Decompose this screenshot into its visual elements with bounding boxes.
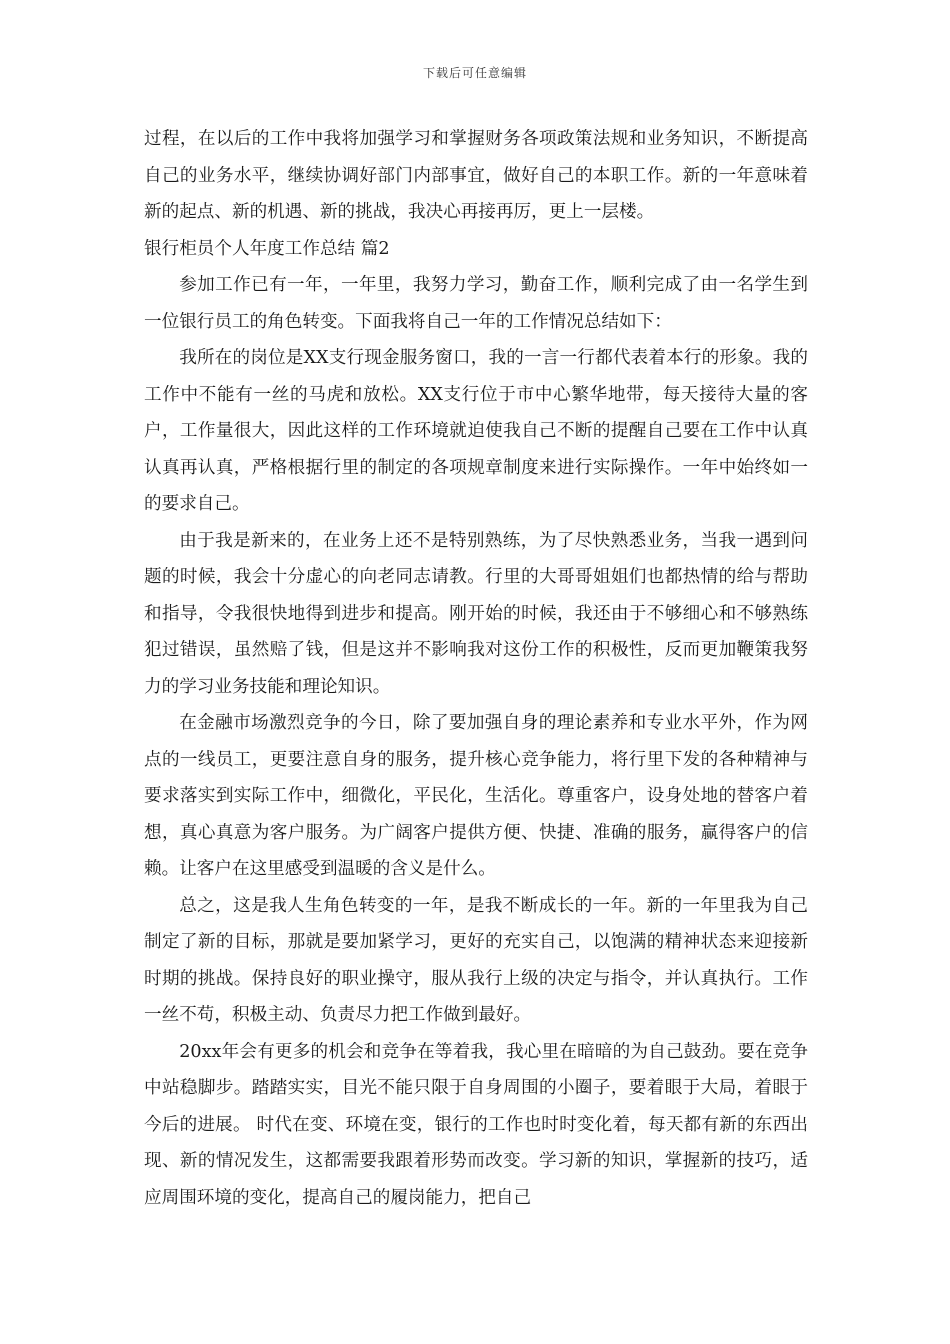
- paragraph-position: 我所在的岗位是XX支行现金服务窗口，我的一言一行都代表着本行的形象。我的工作中不能有一丝的马虎和放松。XX支行位于市中心繁华地带，每天接待大量的客户，工作量很大，因此这样的工作环境就迫使我自己不断的提醒自己要在工作中认真认真再认真，严格根据行里的制定的各项规章制度来进行实际操作。一年中始终如一的要求自己。: [144, 348, 808, 514]
- paragraph-intro: 参加工作已有一年，一年里，我努力学习，勤奋工作，顺利完成了由一名学生到一位银行员工的角色转变。下面我将自己一年的工作情况总结如下：: [144, 275, 808, 332]
- section-heading: 银行柜员个人年度工作总结 篇2: [144, 238, 390, 259]
- paragraph-learning: 由于我是新来的，在业务上还不是特别熟练，为了尽快熟悉业务，当我一遇到问题的时候，我会十分虚心的向老同志请教。行里的大哥哥姐姐们也都热情的给与帮助和指导，令我很快地得到进步和提高。刚开始的时候，我还由于不够细心和不够熟练犯过错误，虽然赔了钱，但是这并不影响我对这份工作的积极性，反而更加鞭策我努力的学习业务技能和理论知识。: [144, 530, 808, 697]
- paragraph-summary: 总之，这是我人生角色转变的一年，是我不断成长的一年。新的一年里我为自己制定了新的目标，那就是要加紧学习，更好的充实自己，以饱满的精神状态来迎接新时期的挑战。保持良好的职业操守，服从我行上级的决定与指令，并认真执行。工作一丝不苟，积极主动、负责尽力把工作做到最好。: [144, 895, 808, 1025]
- page-header: 下载后可任意编辑: [422, 66, 527, 80]
- document-body: [144, 121, 808, 1216]
- paragraph-closing-previous: 过程，在以后的工作中我将加强学习和掌握财务各项政策法规和业务知识，不断提高自己的业务水平，继续协调好部门内部事宜，做好自己的本职工作。新的一年意味着新的起点、新的机遇、新的挑战，我决心再接再厉，更上一层楼。: [144, 129, 808, 222]
- paragraph-outlook: 20xx年会有更多的机会和竞争在等着我，我心里在暗暗的为自己鼓劲。要在竞争中站稳脚步。踏踏实实，目光不能只限于自身周围的小圈子，要着眼于大局，着眼于今后的进展。 时代在变、环境在变，银行的工作也时时变化着，每天都有新的东西出现、新的情况发生，这都需要我跟着形势而改变。学习新的知识，掌握新的技巧，适应周围环境的变化，提高自己的履岗能力，把自己: [144, 1041, 808, 1208]
- paragraph-service: 在金融市场激烈竞争的今日，除了要加强自身的理论素养和专业水平外，作为网点的一线员工，更要注意自身的服务，提升核心竞争能力，将行里下发的各种精神与要求落实到实际工作中，细微化，平民化，生活化。尊重客户，设身处地的替客户着想，真心真意为客户服务。为广阔客户提供方便、快捷、准确的服务，赢得客户的信赖。让客户在这里感受到温暖的含义是什么。: [144, 713, 808, 879]
